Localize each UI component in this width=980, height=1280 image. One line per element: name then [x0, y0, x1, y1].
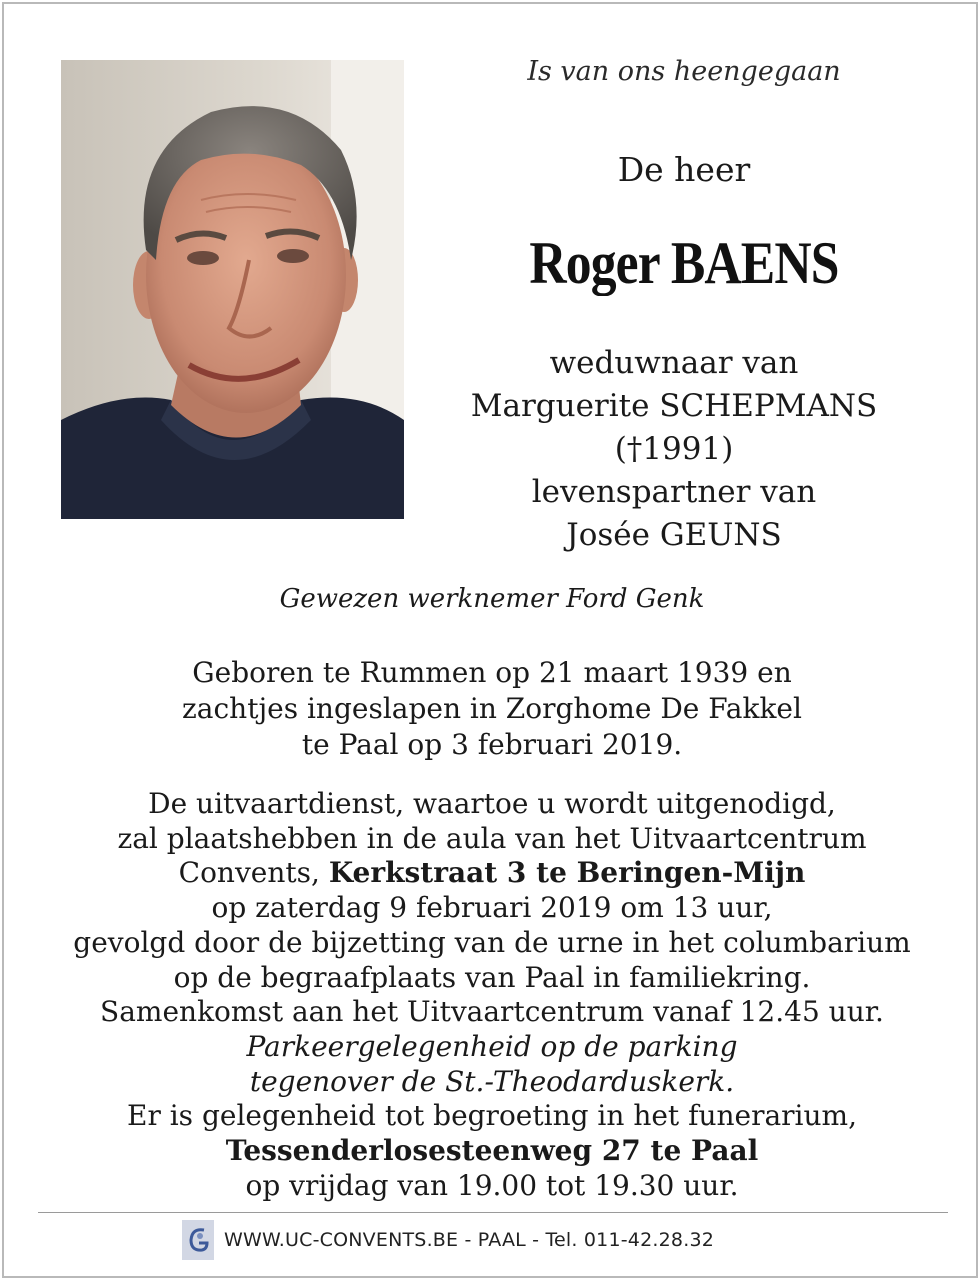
relation-line: levenspartner van	[531, 474, 817, 510]
relation-line: (†1991)	[614, 431, 734, 467]
service-line: Samenkomst aan het Uitvaartcentrum vanaf 12.45 uur.	[100, 995, 884, 1029]
service-line: op de begraafplaats van Paal in familiekring.	[173, 960, 811, 994]
service-line: op vrijdag van 19.00 tot 19.30 uur.	[245, 1168, 739, 1202]
service-line-address	[4, 856, 980, 891]
intro-text: Is van ons heengegaan	[527, 56, 841, 87]
deceased-name: Roger BAENS	[529, 230, 839, 296]
relation-line: Josée GEUNS	[566, 517, 782, 553]
service-line: De uitvaartdienst, waartoe u wordt uitgenodigd,	[148, 787, 836, 820]
service-address: Kerkstraat 3 te Beringen-Mijn	[328, 856, 806, 890]
honorific-title: De heer	[617, 150, 751, 189]
obituary-card	[2, 2, 978, 1278]
footer-contact[interactable]: WWW.UC-CONVENTS.BE - PAAL - Tel. 011-42.28.32	[224, 1229, 715, 1251]
relations-block	[404, 342, 944, 557]
service-line-prefix: Convents,	[178, 856, 329, 890]
footer	[182, 1220, 714, 1260]
service-line: zal plaatshebben in de aula van het Uitvaartcentrum	[117, 821, 867, 855]
birth-line: te Paal op 3 februari 2019.	[301, 728, 683, 761]
relation-line: Marguerite SCHEPMANS	[470, 388, 878, 424]
parking-line: Parkeergelegenheid op de parking	[246, 1029, 738, 1063]
birth-line: Geboren te Rummen op 21 maart 1939 en	[192, 656, 792, 689]
funeral-service-block	[4, 787, 980, 1203]
relation-line: weduwnaar van	[549, 345, 799, 381]
service-line: Er is gelegenheid tot begroeting in het funerarium,	[127, 1099, 857, 1133]
birth-line: zachtjes ingeslapen in Zorghome De Fakkel	[182, 692, 802, 725]
portrait-photo	[61, 60, 404, 519]
footer-divider	[38, 1212, 948, 1213]
parking-line: tegenover de St.-Theodarduskerk.	[249, 1064, 735, 1098]
funerarium-address	[4, 1134, 980, 1169]
service-line: gevolgd door de bijzetting van de urne in het columbarium	[73, 925, 911, 959]
service-line: op zaterdag 9 februari 2019 om 13 uur,	[211, 891, 773, 925]
birth-death-block	[4, 655, 980, 763]
funerarium-address-text: Tessenderlosesteenweg 27 te Paal	[225, 1134, 759, 1168]
occupation-text: Gewezen werknemer Ford Genk	[279, 584, 705, 614]
uc-convents-logo-icon	[182, 1220, 214, 1260]
